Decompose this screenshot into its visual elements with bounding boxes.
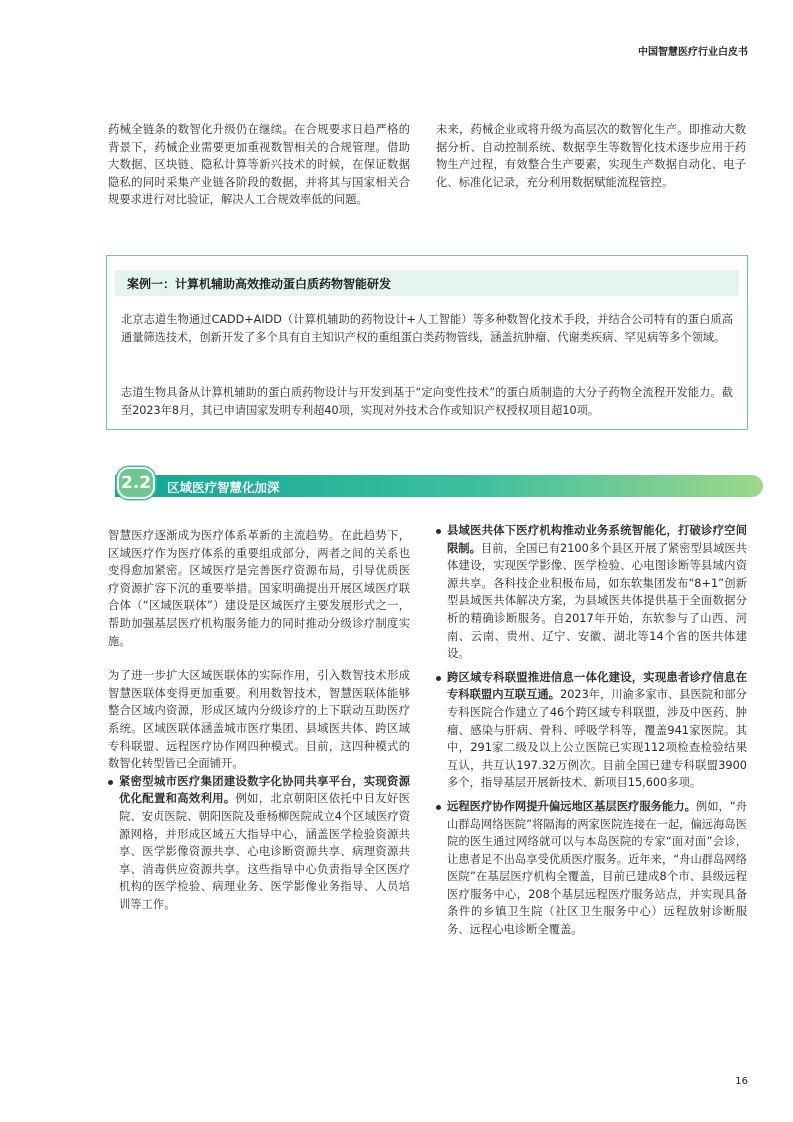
section-number-badge: 2.2 (117, 467, 155, 499)
list-item-text: 例如，“舟山群岛网络医院”将隔海的两家医院连接在一起，偏远海岛医院的医生通过网络就可以与本岛医院的专家“面对面”会诊，让患者足不出岛享受优质医疗服务。近年来，“舟山群岛网络医院”在基层医疗机构全覆盖，目前已建成8个市、县级远程医疗服务中心，208个基层远程医疗服务站点，并实现具备条件的乡镇卫生院（社区卫生服务中心）远程放射诊断服务、远程心电诊断全覆盖。 (447, 799, 747, 937)
list-item-telemedicine-network (436, 798, 747, 939)
list-item-county-medical-community (436, 522, 747, 663)
intro-left-paragraph: 药械全链条的数智化升级仍在继续。在合规要求日趋严格的背景下，药械企业需要更加重视数智相关的合规管理。借助大数据、区块链、隐私计算等新兴技术的时候，在保证数据隐私的同时采集产业链各阶段的数据，并将其与国家相关合规要求进行对比验证，解决人工合规效率低的问题。 (108, 123, 410, 207)
body-paragraph-2: 为了进一步扩大区域医联体的实际作用，引入数智技术形成智慧医联体变得更加重要。利用数智技术，智慧医联体能够整合区域内资源，形成区域内分级诊疗的上下联动互助医疗系统。区域医联体涵盖城市医疗集团、县域医共体、跨区域专科联盟、远程医疗协作网四种模式。目前，这四种模式的数智化转型皆已全面铺开。 (108, 669, 410, 771)
list-item-lead: 远程医疗协作网提升偏远地区基层医疗服务能力。 (447, 799, 696, 813)
case-study-title: 案例一：计算机辅助高效推动蛋白质药物智能研发 (127, 277, 392, 291)
case-study-title-bar (115, 270, 739, 296)
list-item-specialty-alliance (436, 669, 747, 792)
case-study-box (106, 255, 748, 430)
intro-left-column (108, 121, 410, 209)
list-item-lead: 跨区域专科联盟推进信息一体化建设，实现患者诊疗信息在专科联盟内互联互通。 (447, 670, 747, 702)
case-study-paragraph-2: 志道生物具备从计算机辅助的蛋白质药物设计与开发到基于“定向变性技术”的蛋白质制造的大分子药物全流程开发能力。截至2023年8月，其已申请国家发明专利超40项，实现对外技术合作或知识产权授权项目超10项。 (121, 386, 733, 417)
intro-right-column (436, 121, 746, 191)
body-right-column (436, 522, 747, 939)
list-item-text: 2023年，川渝多家市、县医院和部分专科医院合作建立了46个跨区域专科联盟，涉及中医药、肿瘤、感染与肝病、骨科、呼吸学科等，覆盖941家医院。其中，291家二级及以上公立医院已实现112项检查检验结果互认，共互认197.32万例次。目前全国已建专科联盟3900多个，指导基层开展新技术、新项目15,600多项。 (447, 688, 747, 790)
section-title: 区域医疗智慧化加深 (167, 480, 280, 495)
list-item-lead: 县域医共体下医疗机构推动业务系统智能化，打破诊疗空间限制。 (447, 524, 747, 555)
list-item-urban-medical-group (108, 773, 410, 914)
report-title: 中国智慧医疗行业白皮书 (638, 47, 748, 58)
body-left-column (108, 527, 410, 913)
list-item-text: 目前，全国已有2100多个县区开展了紧密型县域医共体建设，实现医学影像、医学检验、心电图诊断等县域内资源共享。各科技企业积极布局，如东软集团发布“8+1”创新型县域医共体解决方案，为县域医共体提供基于全面数据分析的精确诊断服务。自2017年开始，东软参与了山西、河南、云南、贵州、辽宁、安徽、湖北等14个省的医共体建设。 (447, 541, 747, 661)
body-paragraph-1: 智慧医疗逐渐成为医疗体系革新的主流趋势。在此趋势下，区域医疗作为医疗体系的重要组成部分，两者之间的关系也变得愈加紧密。区域医疗是完善医疗资源布局，引导优质医疗资源扩容下沉的重要举措。国家明确提出开展区域医疗联合体（“区域医联体”）建设是区域医疗主要发展形式之一，帮助加强基层医疗机构服务能力的同时推动分级诊疗制度实施。 (108, 529, 410, 648)
page-number: 16 (735, 1076, 748, 1087)
list-item-lead: 紧密型城市医疗集团建设数字化协同共享平台，实现资源优化配置和高效利用。 (119, 774, 410, 806)
list-item-text: 例如，北京朝阳区依托中日友好医院、安贞医院、朝阳医院及垂杨柳医院成立4个区域医疗资源网格，并形成区域五大指导中心，涵盖医学检验资源共享、医学影像资源共享、心电诊断资源共享、病理资源共享、消毒供应资源共享。这些指导中心负责指导全区医疗机构的医学检验、病理业务、医学影像业务指导、人员培训等工作。 (119, 792, 410, 911)
case-study-paragraph-1: 北京志道生物通过CADD+AIDD（计算机辅助的药物设计+人工智能）等多种数智化技术手段，并结合公司特有的蛋白质高通量筛选技术，创新开发了多个具有自主知识产权的重组蛋白类药物管线，涵盖抗肿瘤、代谢类疾病、罕见病等多个领域。 (121, 313, 733, 344)
intro-right-paragraph: 未来，药械企业或将升级为高层次的数智化生产。即推动大数据分析、自动控制系统、数据孪生等数智化技术逐步应用于药物生产过程，有效整合生产要素，实现生产数据自动化、电子化、标准化记录，充分利用数据赋能流程管控。 (436, 123, 746, 189)
